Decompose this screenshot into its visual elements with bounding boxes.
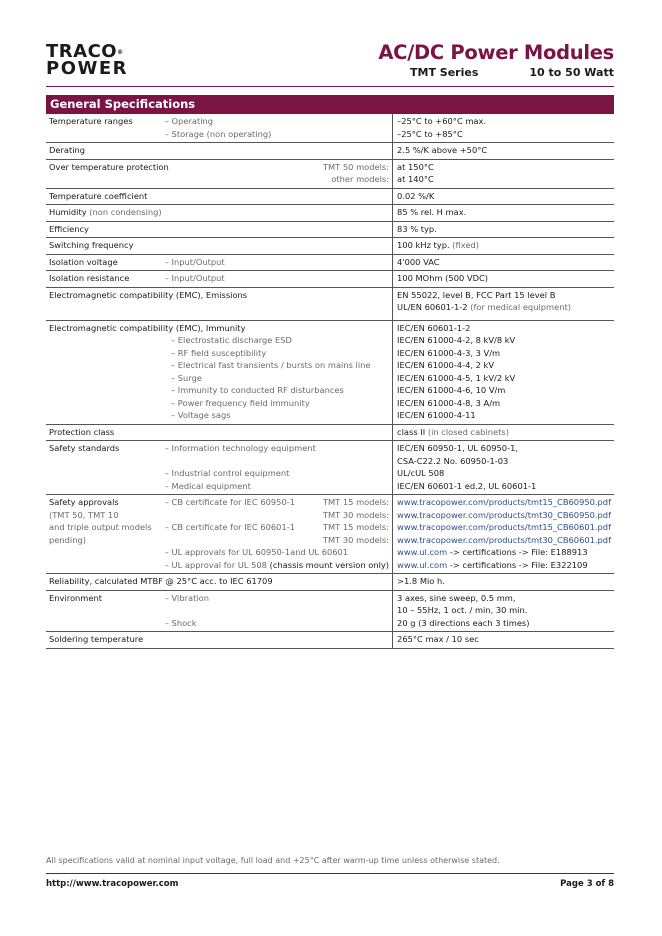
cert-link[interactable]: www.tracopower.com/products/tmt30_CB60601.pdf (397, 534, 611, 545)
row-conditions: – Vibration – Shock (162, 590, 393, 632)
footnote: All specifications valid at nominal input voltage, full load and +25°C after warm-up time unless otherwise stated. (46, 856, 500, 865)
section-title: General Specifications (46, 95, 614, 114)
row-value: 0.02 %/K (393, 188, 614, 205)
row-value: 83 % typ. (393, 221, 614, 238)
row-value: >1.8 Mio h. (393, 574, 614, 591)
table-row (46, 424, 614, 441)
row-conditions: – Input/Output (162, 271, 393, 288)
row-label: Derating (46, 143, 393, 160)
cert-link[interactable]: www.tracopower.com/products/tmt15_CB60601.pdf (397, 522, 611, 532)
row-models: TMT 50 models: other models: (310, 159, 393, 188)
row-value: 100 MOhm (500 VDC) (393, 271, 614, 288)
row-label: Safety standards (46, 441, 162, 495)
table-row (46, 114, 614, 143)
row-value: IEC/EN 60950-1, UL 60950-1, CSA-C22.2 No. 60950-1-03 UL/cUL 508 IEC/EN 60601-1 ed.2, UL 60601-1 (393, 441, 614, 495)
series-name: TMT Series (410, 66, 479, 79)
row-value: IEC/EN 60601-1-2 IEC/EN 61000-4-2, 8 kV/8 kV IEC/EN 61000-4-3, 3 V/m IEC/EN 61000-4-4, 2 kV IEC/EN 61000-4-5, 1 kV/2 kV IEC/EN 61000-4-6, 10 V/m IEC/EN 61000-4-8, 3 A/m IEC/EN 61000-4-11 (393, 320, 614, 424)
row-value: 85 % rel. H max. (393, 205, 614, 222)
table-row (46, 495, 614, 574)
row-label: Environment (46, 590, 162, 632)
row-label: Protection class (46, 424, 393, 441)
logo-line-1: TRACO (46, 41, 118, 62)
row-label: Efficiency (46, 221, 393, 238)
row-label: Temperature coefficient (46, 188, 393, 205)
row-conditions: – Information technology equipment – Industrial control equipment – Medical equipment (162, 441, 393, 495)
table-row (46, 287, 614, 320)
traco-power-logo (46, 43, 128, 77)
row-label: Soldering temperature (46, 632, 393, 649)
header-divider (46, 86, 614, 87)
table-row (46, 590, 614, 632)
row-label: Safety approvals (TMT 50, TMT 10 and triple output models pending) (46, 495, 162, 574)
row-value: 100 kHz typ. (fixed) (393, 238, 614, 255)
table-row (46, 188, 614, 205)
row-value: 265°C max / 10 sec (393, 632, 614, 649)
wattage-range: 10 to 50 Watt (529, 66, 614, 79)
table-row (46, 238, 614, 255)
logo-registered-mark: ® (117, 49, 124, 56)
table-row (46, 320, 614, 424)
table-row (46, 159, 614, 188)
row-label: Humidity (non condensing) (46, 205, 393, 222)
row-label: Switching frequency (46, 238, 393, 255)
row-value: 2.5 %/K above +50°C (393, 143, 614, 160)
row-value: www.tracopower.com/products/tmt15_CB60950.pdf www.tracopower.com/products/tmt30_CB60950.pdf www.tracopower.com/products/tmt15_CB60601.pdf www.tracopower.com/products/tmt30_CB60601.pdf www.ul.com -> certifications -> File: E188913 www.ul.com -> certifications -> File: E322109 (393, 495, 614, 574)
row-value: class II (in closed cabinets) (393, 424, 614, 441)
table-row (46, 632, 614, 649)
spec-table (46, 114, 614, 649)
row-value: 3 axes, sine sweep, 0.5 mm, 10 – 55Hz, 1 oct. / min, 30 min. 20 g (3 directions each 3 times) (393, 590, 614, 632)
row-value: 4'000 VAC (393, 254, 614, 271)
table-row (46, 441, 614, 495)
row-label: Isolation voltage (46, 254, 162, 271)
cert-link[interactable]: www.tracopower.com/products/tmt30_CB60950.pdf (397, 509, 611, 520)
logo-line-2: POWER (46, 58, 129, 79)
ul-link[interactable]: www.ul.com (397, 559, 448, 570)
row-label: Reliability, calculated MTBF @ 25°C acc. to IEC 61709 (46, 574, 393, 591)
table-row (46, 143, 614, 160)
footer-url[interactable]: http://www.tracopower.com (46, 879, 179, 889)
table-row (46, 221, 614, 238)
table-row (46, 205, 614, 222)
row-label: Electromagnetic compatibility (EMC), Emissions (46, 287, 393, 320)
row-value: EN 55022, level B, FCC Part 15 level B UL/EN 60601-1-2 (for medical equipment) (393, 287, 614, 320)
row-value: –25°C to +60°C max. –25°C to +85°C (393, 114, 614, 143)
document-title: AC/DC Power Modules (378, 41, 614, 64)
row-conditions: – Operating – Storage (non operating) (162, 114, 393, 143)
row-label: Isolation resistance (46, 271, 162, 288)
page-number: Page 3 of 8 (560, 879, 614, 889)
table-row (46, 271, 614, 288)
row-label: Temperature ranges (46, 114, 162, 143)
row-conditions: – CB certificate for IEC 60950-1 TMT 15 models: TMT 30 models: – CB certificate for IEC 60601-1 TMT 15 models: TMT 30 models: – UL approvals for UL 60950-1and UL 60601 – UL approval for UL 508 (chassis mount version only) (162, 495, 393, 574)
row-conditions: – Electrostatic discharge ESD – RF field susceptibility – Electrical fast transients / bursts on mains line – Surge – Immunity to conducted RF disturbances – Power frequency field immunity – Voltage sags (171, 335, 371, 420)
table-row (46, 574, 614, 591)
row-conditions: – Input/Output (162, 254, 393, 271)
cert-link[interactable]: www.tracopower.com/products/tmt15_CB60950.pdf (397, 497, 611, 507)
ul-link[interactable]: www.ul.com (397, 547, 448, 557)
table-row (46, 254, 614, 271)
footer-divider (46, 873, 614, 874)
row-label: Over temperature protection (46, 159, 310, 188)
row-value: at 150°C at 140°C (393, 159, 614, 188)
row-label: Electromagnetic compatibility (EMC), Immunity – Electrostatic discharge ESD – RF field susceptibility – Electrical fast transients / bursts on mains line – Surge – Immunity to conducted RF disturbances – Power frequency field immunity – Voltage sags (46, 320, 393, 424)
